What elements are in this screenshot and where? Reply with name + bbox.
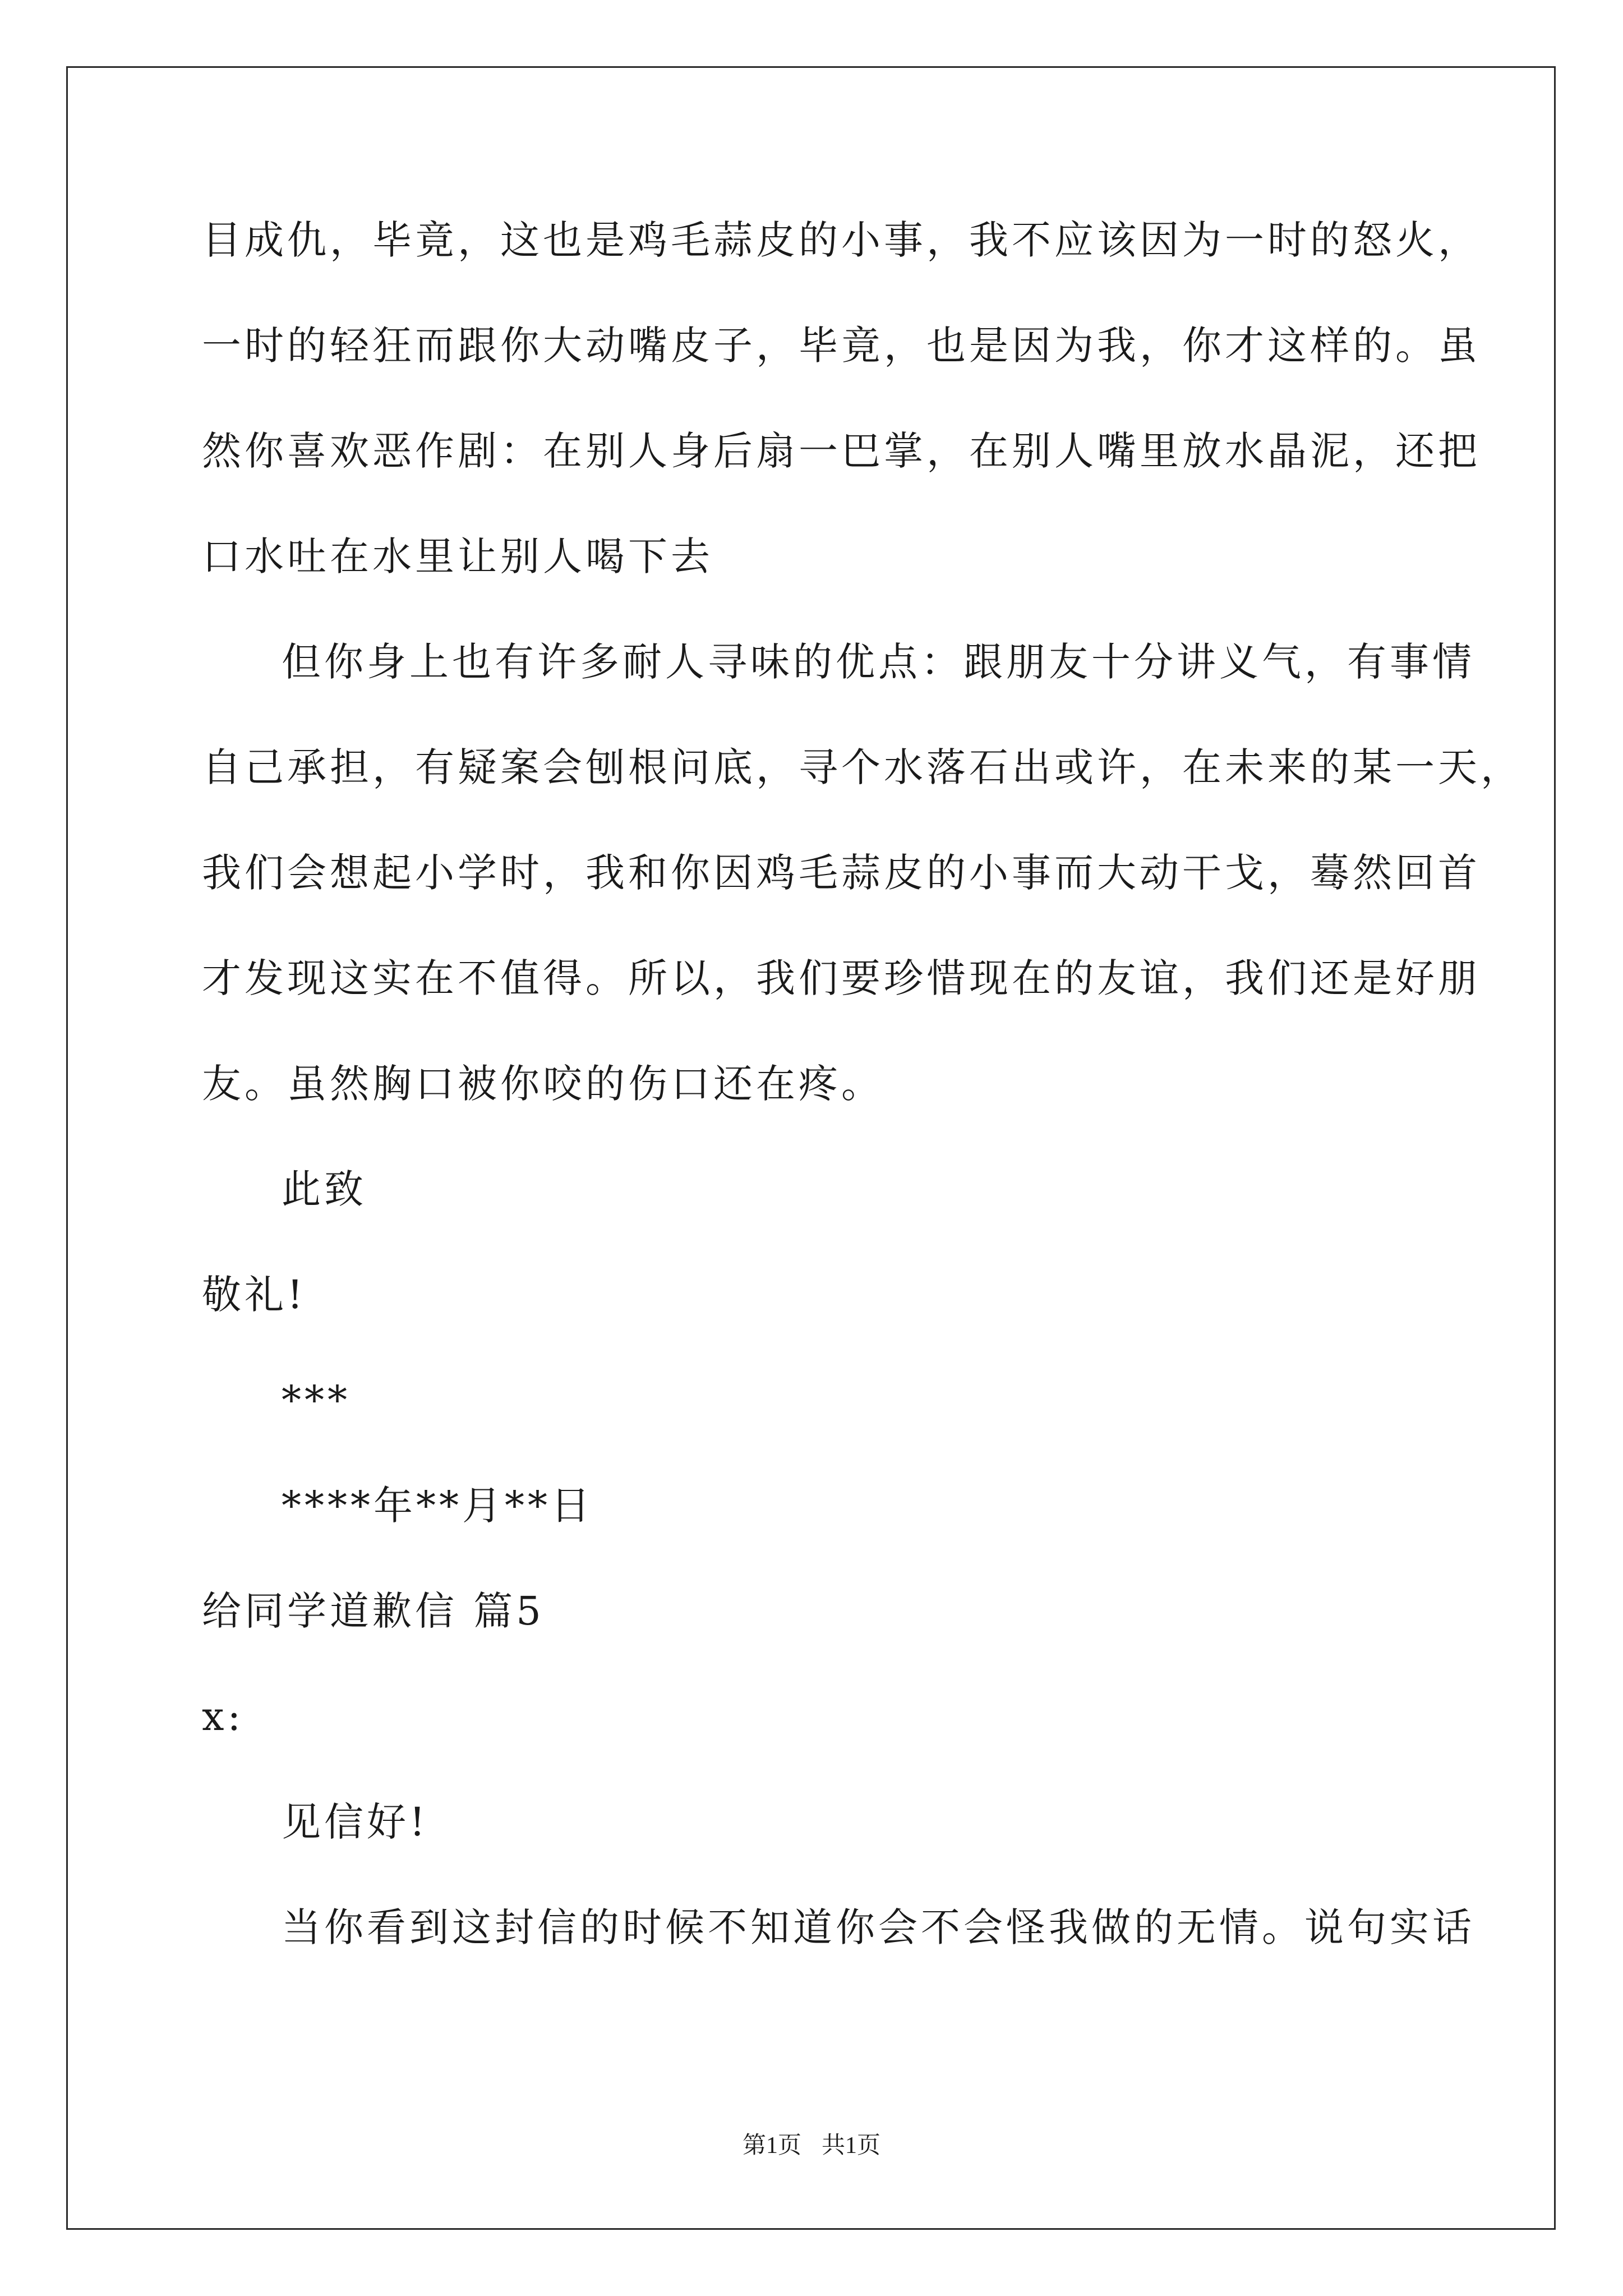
- signature-name: ***: [282, 1377, 351, 1423]
- text-line: 自己承担，有疑案会刨根问底，寻个水落石出或许，在未来的某一天，: [202, 744, 1523, 790]
- text-line: 口水吐在水里让别人喝下去: [202, 533, 713, 579]
- page-footer: [0, 2129, 1623, 2162]
- text-line: 一时的轻狂而跟你大动嘴皮子，毕竟，也是因为我，你才这样的。虽: [202, 323, 1481, 369]
- text-line: 才发现这实在不值得。所以，我们要珍惜现在的友谊，我们还是好朋: [202, 955, 1481, 1001]
- text-line: 然你喜欢恶作剧：在别人身后扇一巴掌，在别人嘴里放水晶泥，还把: [202, 428, 1481, 474]
- paragraph-start-line: 当你看到这封信的时候不知道你会不会怪我做的无情。说句实话: [282, 1904, 1475, 1950]
- opening-greeting: 见信好!: [282, 1799, 429, 1845]
- signature-date: ****年**月**日: [282, 1483, 593, 1529]
- text-line: 目成仇，毕竟，这也是鸡毛蒜皮的小事，我不应该因为一时的怒火，: [202, 217, 1481, 263]
- section-heading: 给同学道歉信 篇5: [202, 1588, 545, 1634]
- text-line: 友。虽然胸口被你咬的伤口还在疼。: [202, 1061, 884, 1107]
- page-number: 第1页: [742, 2133, 801, 2159]
- recipient-greeting: x:: [202, 1694, 245, 1740]
- closing-regards: 敬礼!: [202, 1272, 307, 1318]
- page-total: 共1页: [822, 2133, 881, 2159]
- closing-salutation: 此致: [282, 1166, 367, 1212]
- paragraph-start-line: 但你身上也有许多耐人寻味的优点：跟朋友十分讲义气，有事情: [282, 639, 1475, 685]
- text-line: 我们会想起小学时，我和你因鸡毛蒜皮的小事而大动干戈，蓦然回首: [202, 850, 1481, 896]
